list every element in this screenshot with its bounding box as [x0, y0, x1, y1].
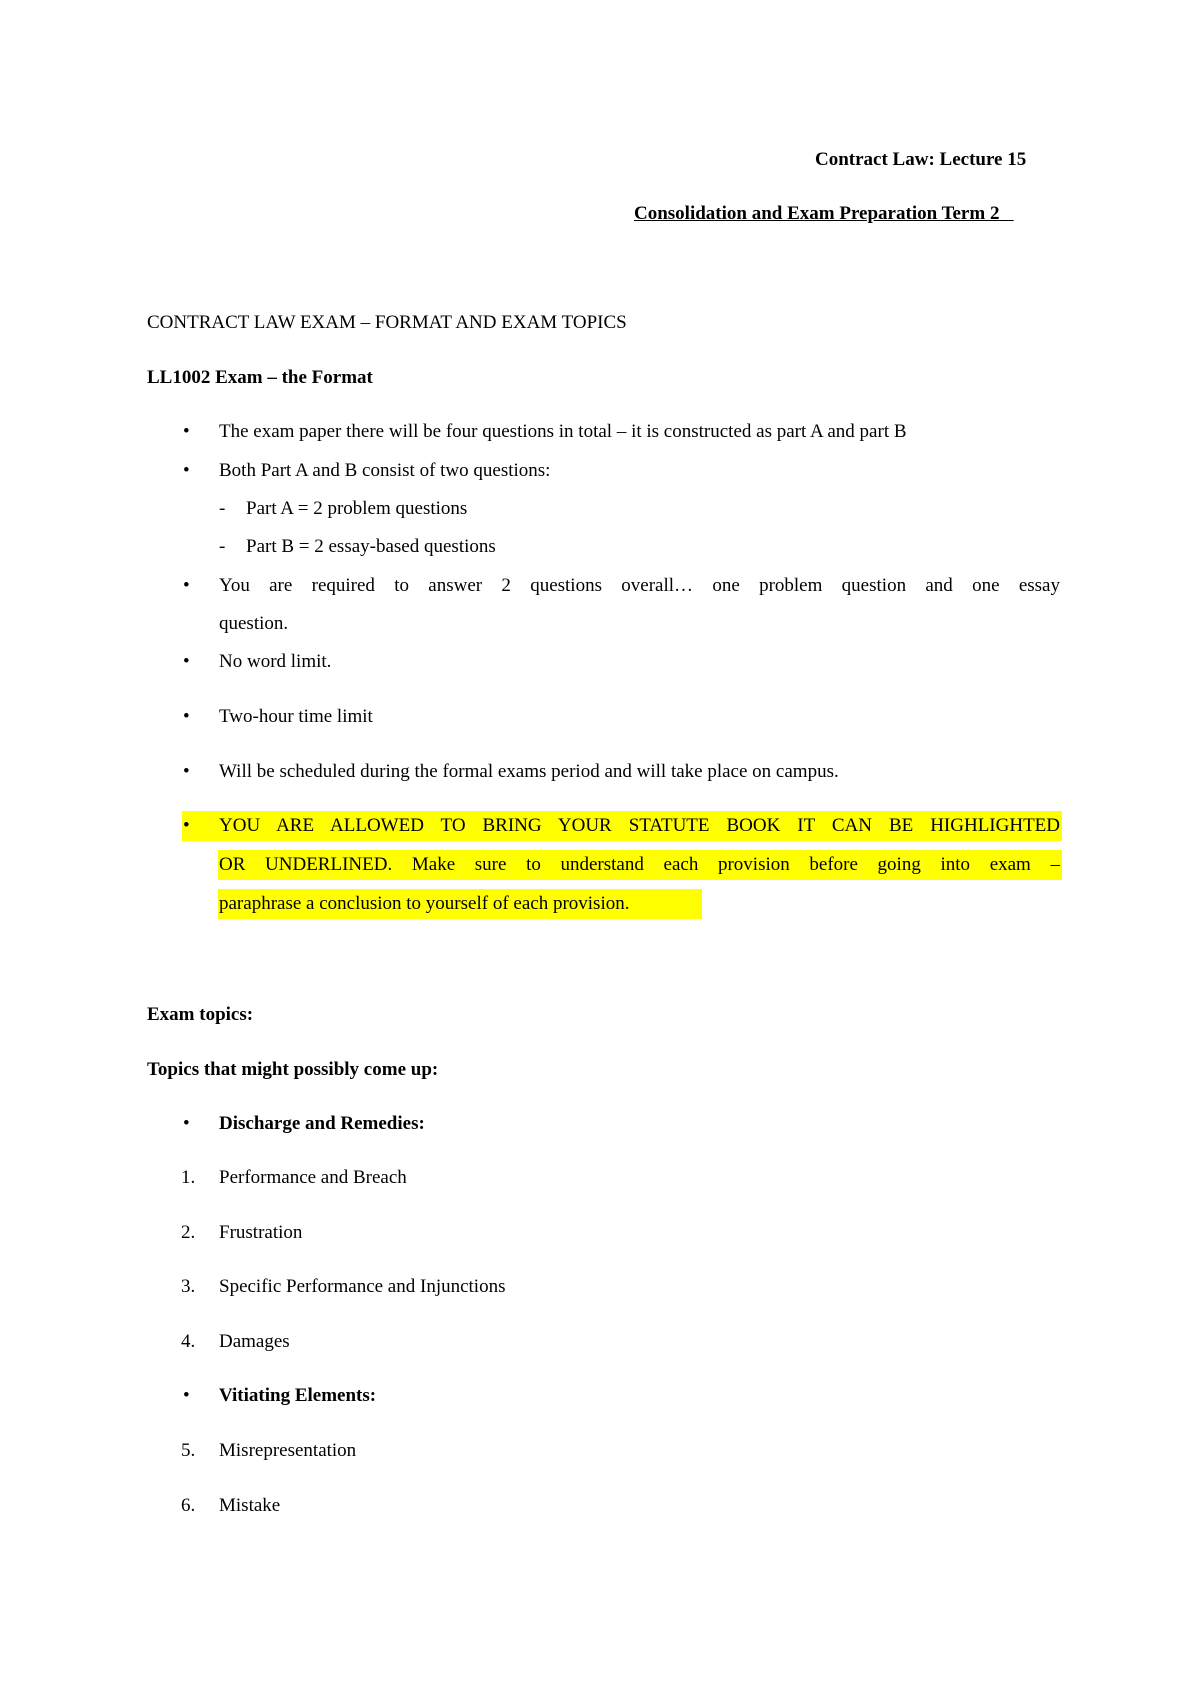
format-item-answer-two-line2: question.	[219, 613, 289, 634]
bullet-icon: •	[183, 421, 190, 442]
topic-number: 1.	[181, 1167, 196, 1188]
format-item-statute-book-line1: YOU ARE ALLOWED TO BRING YOUR STATUTE BOOK IT CAN BE HIGHLIGHTED	[219, 815, 1060, 836]
lecture-title: Contract Law: Lecture 15	[815, 149, 1027, 170]
page-subtitle	[634, 202, 1014, 226]
format-item-time-limit: Two-hour time limit	[219, 706, 373, 727]
format-item-word-limit: No word limit.	[219, 651, 332, 672]
bullet-icon: •	[183, 1113, 190, 1134]
dash-icon: -	[219, 498, 226, 519]
topic-misrepresentation: Misrepresentation	[219, 1440, 357, 1461]
topics-subheading: Topics that might possibly come up:	[147, 1059, 439, 1080]
format-item-answer-two-line1: You are required to answer 2 questions overall… one problem question and one essay	[219, 575, 1060, 596]
topic-number: 4.	[181, 1331, 196, 1352]
topics-heading: Exam topics:	[147, 1004, 254, 1025]
format-sub-part-b: Part B = 2 essay-based questions	[246, 536, 496, 557]
topic-number: 6.	[181, 1495, 196, 1516]
topic-performance-breach: Performance and Breach	[219, 1167, 407, 1188]
topic-mistake: Mistake	[219, 1495, 281, 1516]
format-item-statute-book-line2: OR UNDERLINED. Make sure to understand each provision before going into exam –	[219, 854, 1060, 875]
topic-group-discharge: Discharge and Remedies:	[219, 1113, 425, 1134]
section-heading: CONTRACT LAW EXAM – FORMAT AND EXAM TOPICS	[147, 312, 627, 333]
bullet-icon: •	[183, 1385, 190, 1406]
topic-frustration: Frustration	[219, 1222, 303, 1243]
bullet-icon: •	[183, 706, 190, 727]
topic-specific-performance: Specific Performance and Injunctions	[219, 1276, 506, 1297]
format-item-two-parts: Both Part A and B consist of two questions:	[219, 460, 551, 481]
topic-number: 5.	[181, 1440, 196, 1461]
bullet-icon: •	[183, 575, 190, 596]
topic-group-vitiating: Vitiating Elements:	[219, 1385, 377, 1406]
topic-number: 2.	[181, 1222, 196, 1243]
format-item-scheduled: Will be scheduled during the formal exams period and will take place on campus.	[219, 761, 839, 782]
format-item-statute-book-line3: paraphrase a conclusion to yourself of each provision.	[219, 893, 630, 914]
format-sub-part-a: Part A = 2 problem questions	[246, 498, 468, 519]
bullet-icon: •	[183, 761, 190, 782]
topic-damages: Damages	[219, 1331, 290, 1352]
bullet-icon: •	[183, 460, 190, 481]
bullet-icon: •	[183, 815, 190, 836]
page-subtitle-text: Consolidation and Exam Preparation Term 2	[634, 203, 1000, 224]
dash-icon: -	[219, 536, 226, 557]
topic-number: 3.	[181, 1276, 196, 1297]
format-heading: LL1002 Exam – the Format	[147, 367, 373, 388]
format-item-four-questions: The exam paper there will be four questions in total – it is constructed as part A and part B	[219, 421, 907, 442]
bullet-icon: •	[183, 651, 190, 672]
